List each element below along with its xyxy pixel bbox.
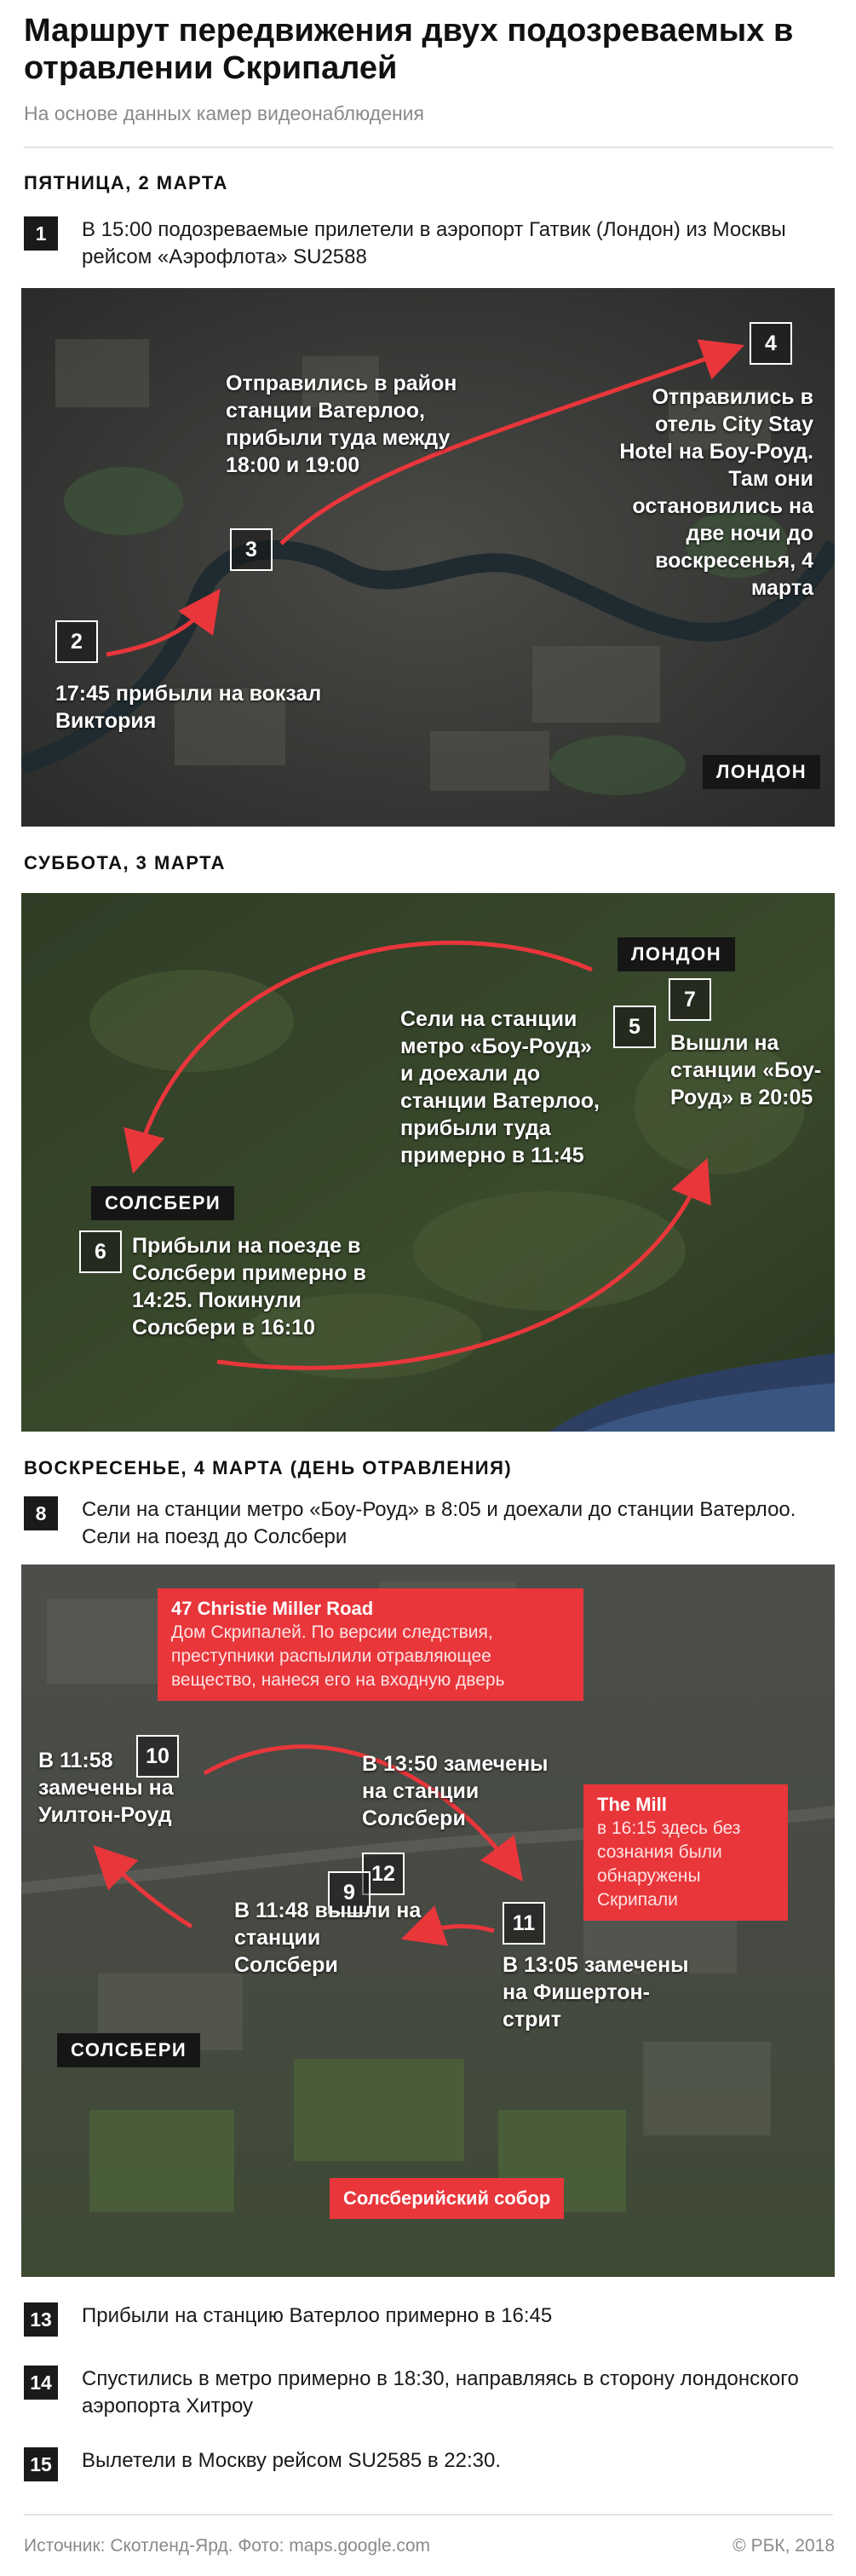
marker-5-label: Сели на станции метро «Боу-Роуд» и доехали до станции Ватерлоо, прибыли туда примерно в 11:45 [400, 1007, 600, 1167]
copyright: © РБК, 2018 [732, 2536, 835, 2556]
step-number-badge: 1 [24, 216, 58, 251]
day-heading-friday: ПЯТНИЦА, 2 МАРТА [24, 172, 228, 193]
step-13 [24, 2302, 842, 2337]
step-1 [24, 216, 842, 271]
step-8 [24, 1496, 842, 1551]
callout-skripal-house [158, 1588, 583, 1701]
city-label-salisbury: СОЛСБЕРИ [57, 2033, 200, 2067]
step-text: Сели на станции метро «Боу-Роуд» в 8:05 и доехали до станции Ватерлоо. Сели на поезд до Солсбери [82, 1498, 796, 1548]
day-heading-saturday: СУББОТА, 3 МАРТА [24, 852, 227, 873]
city-label-london: ЛОНДОН [618, 937, 735, 971]
city-label-london: ЛОНДОН [703, 755, 820, 789]
marker-10: 10 [136, 1735, 179, 1778]
day-heading-sunday: ВОСКРЕСЕНЬЕ, 4 МАРТА (ДЕНЬ ОТРАВЛЕНИЯ) [24, 1457, 513, 1478]
step-15 [24, 2447, 842, 2481]
marker-5: 5 [613, 1006, 656, 1048]
marker-11-label: В 13:05 замечены на Фишертон-стрит [503, 1953, 689, 2031]
divider [24, 147, 833, 148]
marker-6: 6 [79, 1230, 122, 1273]
map-salisbury-sunday [21, 1565, 835, 2277]
marker-11: 11 [503, 1902, 545, 1945]
callout-the-mill [583, 1784, 788, 1921]
page-subtitle: На основе данных камер видеонаблюдения [24, 102, 424, 124]
marker-2-label: 17:45 прибыли на вокзал Виктория [55, 682, 322, 733]
marker-7: 7 [669, 978, 711, 1021]
source-credit: Источник: Скотленд-Ярд. Фото: maps.google.com [24, 2536, 431, 2556]
marker-4-label: Отправились в отель City Stay Hotel на Боу-Роуд. Там они остановились на две ночи до воскресенья, 4 марта [619, 385, 813, 600]
step-text: Спустились в метро примерно в 18:30, направляясь в сторону лондонского аэропорта Хитроу [82, 2367, 799, 2418]
step-number-badge: 14 [24, 2366, 58, 2400]
map-saturday [21, 893, 835, 1432]
callout-cathedral: Солсберийский собор [330, 2178, 564, 2219]
callout-text: в 16:15 здесь без сознания были обнаружены Скрипали [597, 1818, 741, 1910]
map-london-friday [21, 288, 835, 827]
marker-7-label: Вышли на станции «Боу-Роуд» в 20:05 [670, 1031, 822, 1109]
step-text: В 15:00 подозреваемые прилетели в аэропорт Гатвик (Лондон) из Москвы рейсом «Аэрофлота» SU2588 [82, 218, 786, 268]
marker-9-label: В 11:48 вышли на станции Солсбери [234, 1899, 422, 1977]
divider [24, 2514, 833, 2515]
step-number-badge: 8 [24, 1496, 58, 1530]
callout-title: 47 Christie Miller Road [171, 1598, 374, 1619]
page-title: Маршрут передвижения двух подозреваемых в отравлении Скрипалей [24, 13, 794, 86]
step-14 [24, 2366, 842, 2420]
callout-text: Дом Скрипалей. По версии следствия, преступники распылили отравляющее вещество, нанеся его на входную дверь [171, 1622, 505, 1690]
marker-3: 3 [230, 528, 273, 571]
marker-3-label: Отправились в район станции Ватерлоо, прибыли туда между 18:00 и 19:00 [226, 372, 457, 477]
step-text: Вылетели в Москву рейсом SU2585 в 22:30. [82, 2449, 502, 2472]
city-label-salisbury: СОЛСБЕРИ [91, 1186, 234, 1220]
marker-12-label: В 13:50 замечены на станции Солсбери [362, 1752, 549, 1830]
step-number-badge: 15 [24, 2447, 58, 2481]
callout-title: The Mill [597, 1794, 667, 1815]
marker-12: 12 [362, 1853, 405, 1895]
step-text: Прибыли на станцию Ватерлоо примерно в 16:45 [82, 2304, 553, 2327]
marker-2: 2 [55, 620, 98, 663]
marker-4: 4 [750, 322, 792, 365]
step-number-badge: 13 [24, 2302, 58, 2337]
marker-10-label: В 11:58 замечены на Уилтон-Роуд [38, 1749, 174, 1827]
marker-6-label: Прибыли на поезде в Солсбери примерно в 14:25. Покинули Солсбери в 16:10 [132, 1234, 366, 1340]
marker-9: 9 [328, 1871, 371, 1914]
